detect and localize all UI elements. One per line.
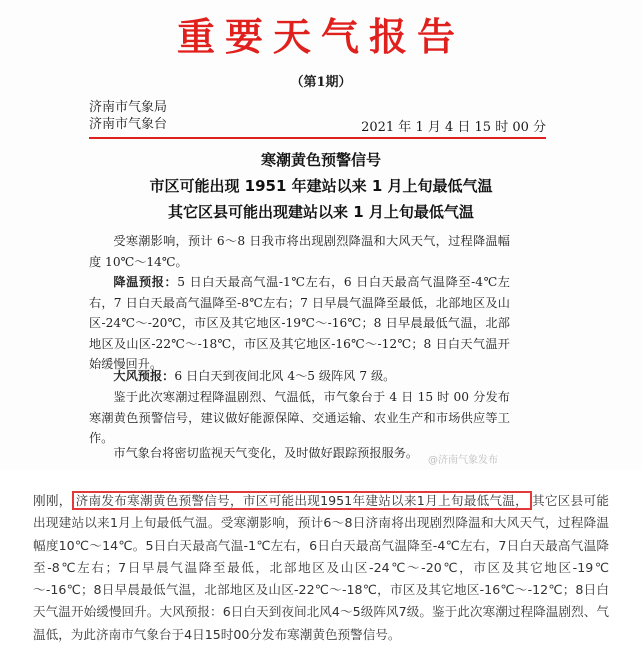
- wind-forecast-paragraph: [89, 366, 510, 387]
- headline-counties: 其它区县可能出现建站以来 1 月上旬最低气温: [168, 203, 474, 221]
- wind-forecast-text: 6 日白天到夜间北风 4～5 级阵风 7 级。: [174, 369, 396, 383]
- issuer-observatory: 济南市气象台: [89, 117, 168, 132]
- report-title: 重要天气报告: [176, 15, 465, 59]
- warning-issued-paragraph: 鉴于此次寒潮过程降温剧烈、气温低，市气象台于 4 日 15 时 00 分发布寒潮黄色预警信号，建议做好能源保障、交通运输、农业生产和市场供应等工作。: [89, 390, 510, 445]
- highlighted-sentence: 济南发布寒潮黄色预警信号，市区可能出现1951年建站以来1月上旬最低气温，: [72, 491, 532, 510]
- source-watermark: @济南气象发布: [428, 455, 498, 466]
- monitoring-paragraph: 市气象台将密切监视天气变化，及时做好跟踪预报服务。: [113, 446, 419, 460]
- article-lead: 刚刚，: [33, 493, 72, 508]
- issue-number: （第1期）: [290, 75, 352, 90]
- header-divider: [89, 137, 546, 139]
- headline-urban: 市区可能出现 1951 年建站以来 1 月上旬最低气温: [149, 177, 493, 195]
- wind-forecast-label: 大风预报：: [113, 369, 175, 383]
- cooling-forecast-paragraph: [89, 272, 510, 375]
- issuer-bureau: 济南市气象局: [89, 100, 168, 115]
- intro-paragraph: 受寒潮影响，预计 6～8 日我市将出现剧烈降温和大风天气，过程降温幅度 10℃～14℃。: [89, 234, 510, 269]
- news-article-body: [33, 490, 609, 646]
- cooling-forecast-text: 5 日白天最高气温-1℃左右，6 日白天最高气温降至-4℃左右，7 日白天最高气温降至-8℃左右；7 日早晨气温降至最低，北部地区及山区-24℃～-20℃，市区及其它地区-19℃～-16℃；8 日早晨最低气温，北部地区及山区-22℃～-18℃，市区及其它地区-16℃～-12℃；8 日白天气温开始缓慢回升。: [89, 275, 510, 371]
- cooling-forecast-label: 降温预报：: [113, 275, 178, 289]
- article-text: 其它区县可能出现建站以来1月上旬最低气温。受寒潮影响，预计6～8日济南将出现剧烈降温和大风天气，过程降温幅度10℃～14℃。5日白天最高气温-1℃左右，6日白天最高气温降至-4℃左右，7日白天最高气温降至-8℃左右；7日早晨气温降至最低，北部地区及山区-24℃～-20℃，市区及其它地区-19℃～-16℃；8日早晨最低气温，北部地区及山区-22℃～-18℃，市区及其它地区-16℃～-12℃；8日白天气温开始缓慢回升。大风预报：6日白天到夜间北风4～5级阵风7级。鉴于此次寒潮过程降温剧烈、气温低，为此济南市气象台于4日15时00分发布寒潮黄色预警信号。: [33, 493, 609, 642]
- issuer-block: [89, 99, 167, 133]
- issue-date: 2021 年 1 月 4 日 15 时 00 分: [361, 120, 546, 135]
- headline-warning: 寒潮黄色预警信号: [260, 151, 381, 169]
